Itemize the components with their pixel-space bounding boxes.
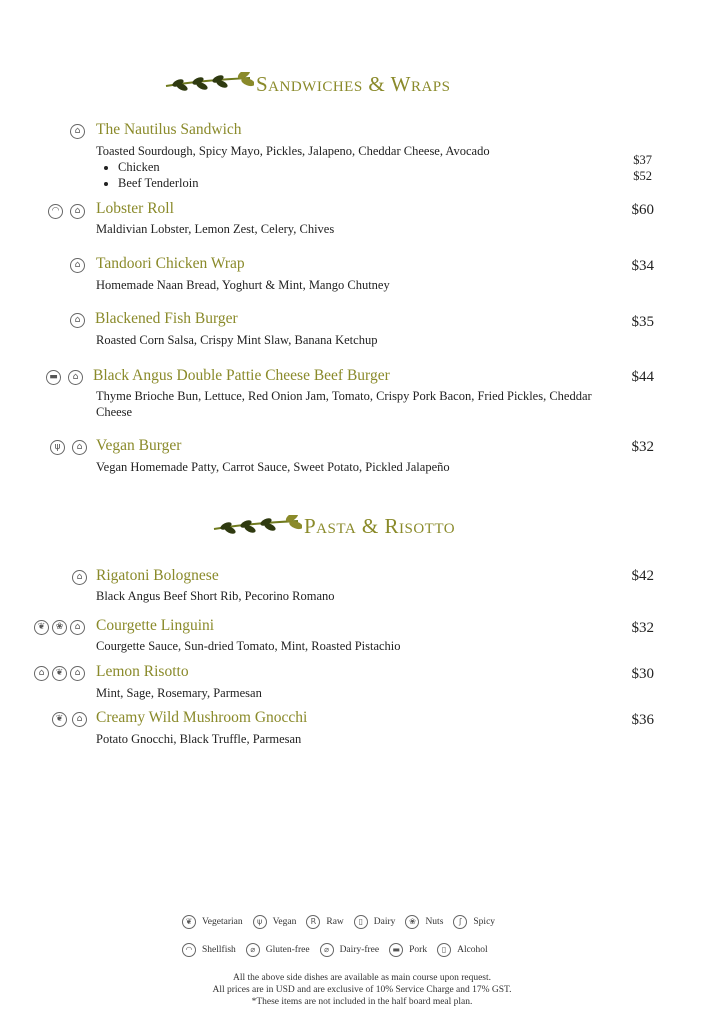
legend-label: Pork xyxy=(409,945,428,955)
gluten-free-icon: ⌂ xyxy=(72,440,87,455)
item-options xyxy=(96,159,198,191)
item-name: Black Angus Double Pattie Cheese Beef Burger xyxy=(93,367,390,384)
item-name: The Nautilus Sandwich xyxy=(96,121,242,138)
legend-pork xyxy=(389,943,427,957)
item-description: Mint, Sage, Rosemary, Parmesan xyxy=(96,686,262,700)
footnote-prices: All prices are in USD and are exclusive of 10% Service Charge and 17% GST. xyxy=(212,985,512,995)
legend-vegetarian xyxy=(182,915,243,929)
legend-label: Spicy xyxy=(473,917,496,927)
sprig-decoration-icon xyxy=(212,515,302,535)
legend-label: Alcohol xyxy=(457,945,488,955)
item-price: $36 xyxy=(631,712,654,728)
gluten-free-icon: ⌂ xyxy=(70,620,85,635)
item-description: Toasted Sourdough, Spicy Mayo, Pickles, Jalapeno, Cheddar Cheese, Avocado xyxy=(96,144,490,158)
item-description: Vegan Homemade Patty, Carrot Sauce, Sweet Potato, Pickled Jalapeño xyxy=(96,460,450,474)
spicy-icon: ʃ xyxy=(453,915,467,929)
gluten-free-icon: ⌂ xyxy=(70,258,85,273)
item-description: Black Angus Beef Short Rib, Pecorino Romano xyxy=(96,589,335,603)
legend-label: Dairy-free xyxy=(339,945,380,955)
item-description: Roasted Corn Salsa, Crispy Mint Slaw, Banana Ketchup xyxy=(96,333,378,347)
item-description: Thyme Brioche Bun, Lettuce, Red Onion Jam, Tomato, Crispy Pork Bacon, Fried Pickles, Cheddar Cheese xyxy=(96,389,592,419)
legend-row-1 xyxy=(182,915,505,929)
item-name: Rigatoni Bolognese xyxy=(96,567,219,584)
item-name: Tandoori Chicken Wrap xyxy=(96,255,245,272)
dairy-free-icon: ⌀ xyxy=(320,943,334,957)
gluten-free-icon: ⌂ xyxy=(72,712,87,727)
legend-dairy xyxy=(354,915,396,929)
gluten-free-icon: ⌂ xyxy=(70,666,85,681)
item-name: Courgette Linguini xyxy=(96,617,215,634)
item-description: Maldivian Lobster, Lemon Zest, Celery, Chives xyxy=(96,222,335,236)
gluten-free-icon: ⌂ xyxy=(70,124,85,139)
vegetarian-icon: ❦ xyxy=(182,915,196,929)
item-name: Vegan Burger xyxy=(96,437,182,454)
gluten-free-icon: ⌂ xyxy=(72,570,87,585)
raw-icon: R xyxy=(306,915,320,929)
legend-label: Gluten-free xyxy=(265,945,310,955)
legend-nuts xyxy=(405,915,443,929)
item-description: Courgette Sauce, Sun-dried Tomato, Mint, Roasted Pistachio xyxy=(96,639,401,653)
vegetarian-icon: ❦ xyxy=(52,666,67,681)
section-title-pasta: Pasta & Risotto xyxy=(304,514,456,538)
nuts-icon: ❀ xyxy=(52,620,67,635)
item-name: Blackened Fish Burger xyxy=(95,310,238,327)
legend-dairy-free xyxy=(320,943,380,957)
option-price: $52 xyxy=(633,169,652,183)
legend-label: Shellfish xyxy=(202,945,236,955)
legend-alcohol xyxy=(437,943,488,957)
gluten-free-icon: ⌀ xyxy=(246,943,260,957)
legend-raw xyxy=(306,915,343,929)
option-price: $37 xyxy=(633,153,652,167)
legend-row-2 xyxy=(182,943,498,957)
item-price: $32 xyxy=(631,620,654,636)
legend-spicy xyxy=(453,915,495,929)
footnote-side-dishes: All the above side dishes are available as main course upon request. xyxy=(233,973,491,983)
gluten-free-icon: ⌂ xyxy=(68,370,83,385)
item-name: Lemon Risotto xyxy=(96,663,189,680)
footnote-half-board: *These items are not included in the half board meal plan. xyxy=(251,997,473,1007)
item-description: Homemade Naan Bread, Yoghurt & Mint, Mango Chutney xyxy=(96,278,390,292)
gluten-free-icon: ⌂ xyxy=(70,313,85,328)
option-chicken: • Chicken xyxy=(118,159,198,175)
legend-gluten-free xyxy=(246,943,310,957)
pork-icon: ▬ xyxy=(46,370,61,385)
vegan-icon: ψ xyxy=(50,440,65,455)
item-price: $35 xyxy=(631,314,654,330)
vegan-icon: ψ xyxy=(253,915,267,929)
gluten-free-icon: ⌂ xyxy=(34,666,49,681)
item-name: Lobster Roll xyxy=(96,200,174,217)
vegetarian-icon: ❦ xyxy=(52,712,67,727)
dairy-icon: ▯ xyxy=(354,915,368,929)
item-name: Creamy Wild Mushroom Gnocchi xyxy=(96,709,308,726)
legend-vegan xyxy=(253,915,297,929)
item-price: $34 xyxy=(631,258,654,274)
gluten-free-icon: ⌂ xyxy=(70,204,85,219)
legend-label: Raw xyxy=(326,917,344,927)
shellfish-icon: ◠ xyxy=(182,943,196,957)
item-description: Potato Gnocchi, Black Truffle, Parmesan xyxy=(96,732,302,746)
sprig-decoration-icon xyxy=(164,72,254,92)
alcohol-icon: ▯ xyxy=(437,943,451,957)
item-price: $42 xyxy=(631,568,654,584)
legend-label: Nuts xyxy=(425,917,444,927)
vegetarian-icon: ❦ xyxy=(34,620,49,635)
item-price: $60 xyxy=(631,202,654,218)
item-price: $30 xyxy=(631,666,654,682)
legend-shellfish xyxy=(182,943,236,957)
legend-label: Vegetarian xyxy=(202,917,243,927)
item-price: $44 xyxy=(631,369,654,385)
option-beef-tenderloin: • Beef Tenderloin xyxy=(118,175,198,191)
legend-label: Dairy xyxy=(373,917,396,927)
nuts-icon: ❀ xyxy=(405,915,419,929)
pork-icon: ▬ xyxy=(389,943,403,957)
item-price: $32 xyxy=(631,439,654,455)
shellfish-icon: ◠ xyxy=(48,204,63,219)
section-title-sandwiches: Sandwiches & Wraps xyxy=(256,72,451,96)
legend-label: Vegan xyxy=(272,917,297,927)
